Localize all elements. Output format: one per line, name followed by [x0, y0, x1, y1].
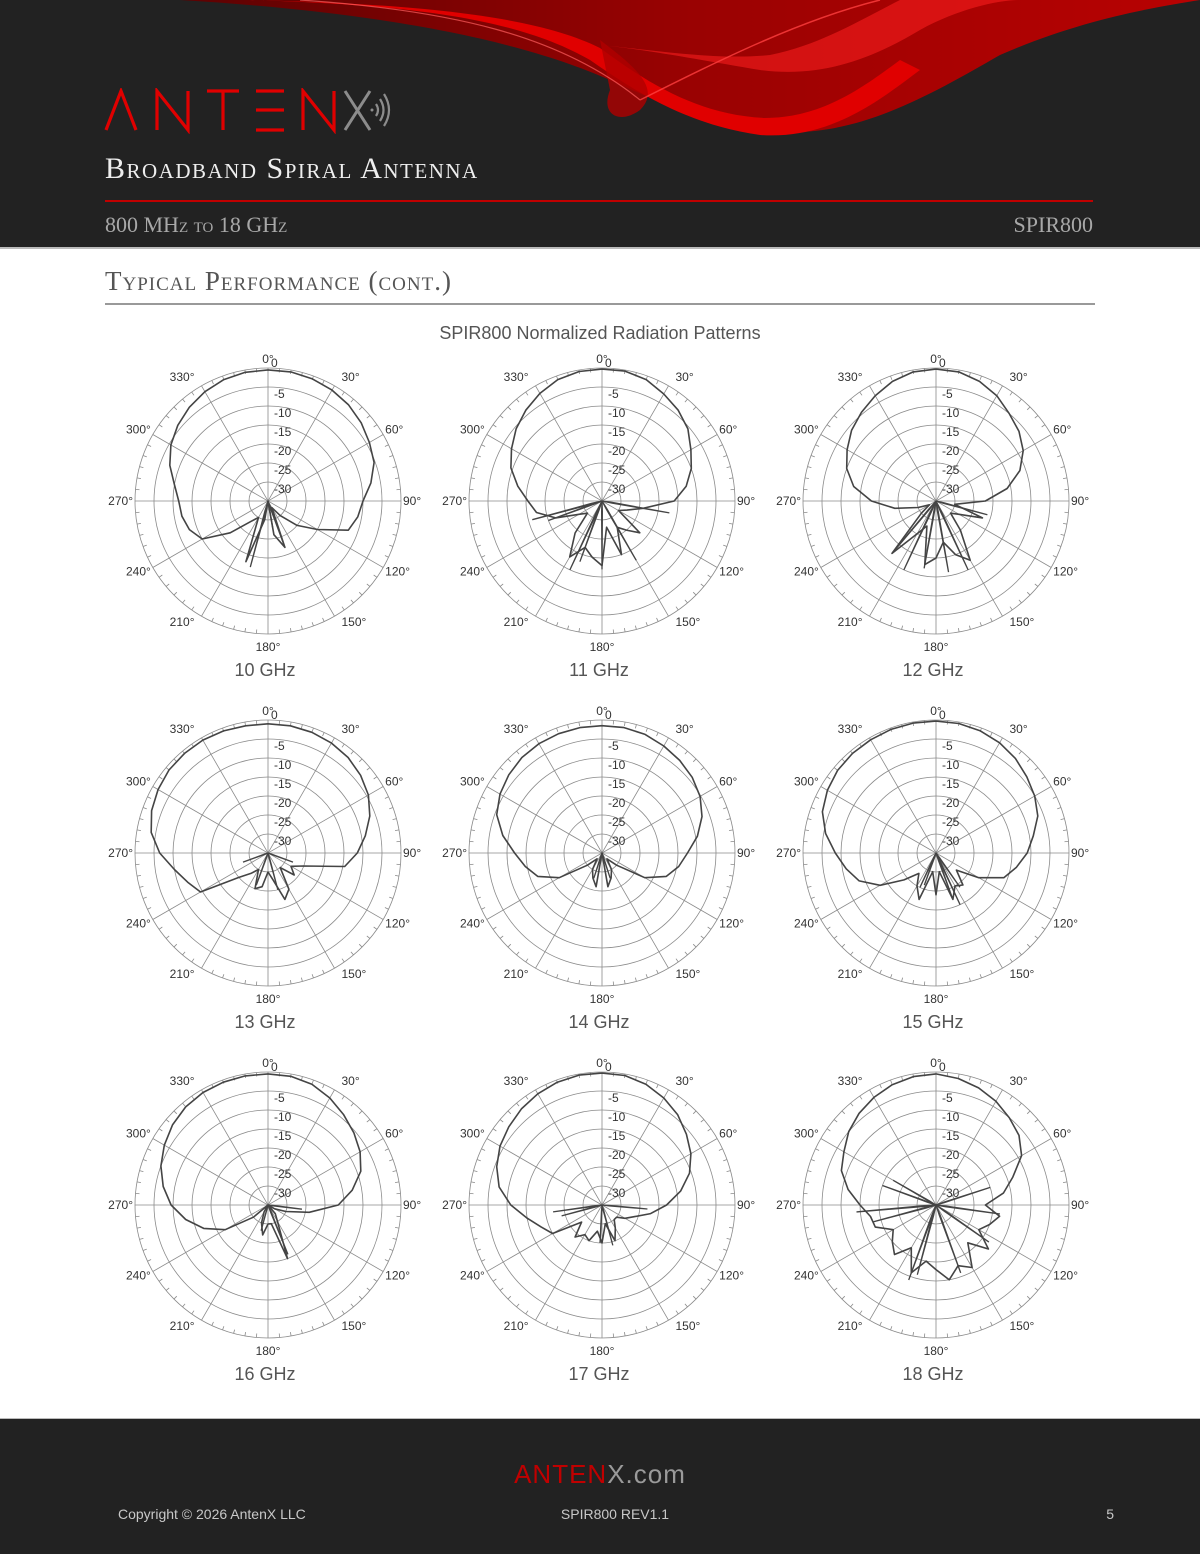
angle-label: 180°	[256, 992, 281, 1006]
db-label: -15	[274, 1129, 292, 1143]
angle-label: 60°	[1053, 423, 1071, 437]
db-label: -5	[608, 1091, 619, 1105]
angle-label: 30°	[342, 370, 360, 384]
angle-label: 0°	[262, 352, 274, 366]
angle-label: 270°	[108, 846, 133, 860]
angle-label: 210°	[504, 967, 529, 981]
page-footer	[0, 1418, 1200, 1554]
db-label: -5	[274, 1091, 285, 1105]
angle-label: 90°	[403, 1198, 421, 1212]
angle-label: 270°	[108, 1198, 133, 1212]
db-label: -25	[274, 463, 292, 477]
db-label: -30	[942, 834, 960, 848]
angle-label: 0°	[930, 352, 942, 366]
angle-label: 30°	[676, 1074, 694, 1088]
db-label: 0	[271, 356, 278, 370]
angle-label: 90°	[737, 846, 755, 860]
pattern-trace	[511, 369, 691, 565]
angle-label: 30°	[342, 722, 360, 736]
polar-plot-16-ghz	[108, 1056, 421, 1384]
frequency-label: 13 GHz	[234, 1012, 295, 1032]
angle-label: 120°	[385, 1269, 410, 1283]
footer-website[interactable]	[0, 1459, 1200, 1490]
angle-label: 150°	[342, 967, 367, 981]
angle-label: 330°	[838, 370, 863, 384]
db-label: -30	[942, 482, 960, 496]
angle-label: 90°	[1071, 846, 1089, 860]
angle-label: 30°	[1010, 1074, 1028, 1088]
angle-label: 180°	[590, 992, 615, 1006]
db-label: -10	[608, 1110, 626, 1124]
db-label: -25	[942, 815, 960, 829]
polar-plot-18-ghz	[776, 1056, 1089, 1384]
polar-plot-15-ghz	[776, 704, 1089, 1032]
angle-label: 150°	[676, 967, 701, 981]
db-label: -25	[608, 463, 626, 477]
db-label: -25	[942, 1167, 960, 1181]
db-label: -5	[274, 739, 285, 753]
angle-label: 90°	[737, 494, 755, 508]
angle-label: 300°	[460, 1127, 485, 1141]
angle-label: 60°	[719, 775, 737, 789]
frequency-label: 16 GHz	[234, 1364, 295, 1384]
polar-plot-17-ghz	[442, 1056, 755, 1384]
frequency-label: 10 GHz	[234, 660, 295, 680]
footer-brand-red: ANTEN	[514, 1459, 607, 1489]
page-number: 5	[1106, 1506, 1114, 1522]
frequency-range: 800 MHz to 18 GHz	[105, 212, 287, 238]
side-lobe-spike	[602, 1205, 647, 1209]
db-label: -10	[274, 406, 292, 420]
side-lobe-spike	[936, 1205, 961, 1273]
db-label: -15	[942, 425, 960, 439]
angle-label: 120°	[719, 917, 744, 931]
angle-label: 300°	[794, 1127, 819, 1141]
angle-label: 270°	[776, 1198, 801, 1212]
polar-plot-13-ghz	[108, 704, 421, 1032]
angle-label: 330°	[170, 1074, 195, 1088]
angle-label: 150°	[1010, 615, 1035, 629]
db-label: -5	[274, 387, 285, 401]
side-lobe-spike	[268, 1205, 288, 1254]
db-label: -20	[942, 1148, 960, 1162]
polar-plot-10-ghz	[108, 352, 421, 680]
db-label: -10	[274, 1110, 292, 1124]
db-label: -10	[274, 758, 292, 772]
angle-label: 0°	[930, 1056, 942, 1070]
angle-label: 210°	[838, 1319, 863, 1333]
angle-label: 180°	[590, 1344, 615, 1358]
angle-label: 180°	[924, 1344, 949, 1358]
db-label: 0	[939, 708, 946, 722]
angle-label: 330°	[504, 1074, 529, 1088]
angle-label: 240°	[460, 565, 485, 579]
db-label: -5	[942, 387, 953, 401]
angle-label: 240°	[794, 565, 819, 579]
angle-label: 210°	[838, 967, 863, 981]
angle-label: 120°	[1053, 1269, 1078, 1283]
angle-label: 180°	[590, 640, 615, 654]
db-label: -15	[608, 777, 626, 791]
angle-label: 120°	[385, 565, 410, 579]
angle-label: 300°	[794, 423, 819, 437]
angle-label: 120°	[719, 565, 744, 579]
side-lobe-spike	[882, 1186, 936, 1205]
pattern-trace	[847, 369, 1024, 564]
polar-plot-11-ghz	[442, 352, 755, 680]
angle-label: 60°	[385, 775, 403, 789]
angle-label: 300°	[126, 1127, 151, 1141]
angle-label: 60°	[1053, 1127, 1071, 1141]
frequency-label: 17 GHz	[568, 1364, 629, 1384]
db-label: -5	[608, 739, 619, 753]
db-label: -15	[274, 425, 292, 439]
document-title: Broadband Spiral Antenna	[105, 152, 479, 186]
angle-label: 0°	[596, 352, 608, 366]
db-label: -15	[942, 1129, 960, 1143]
angle-label: 120°	[1053, 565, 1078, 579]
side-lobe-spike	[268, 501, 285, 547]
db-label: -10	[942, 406, 960, 420]
angle-label: 330°	[170, 370, 195, 384]
db-label: -30	[274, 482, 292, 496]
db-label: -5	[942, 1091, 953, 1105]
db-label: -10	[608, 758, 626, 772]
db-label: -20	[274, 796, 292, 810]
db-label: -20	[274, 444, 292, 458]
db-label: -20	[942, 444, 960, 458]
angle-label: 120°	[719, 1269, 744, 1283]
angle-label: 0°	[262, 1056, 274, 1070]
angle-label: 30°	[676, 722, 694, 736]
angle-label: 300°	[460, 775, 485, 789]
angle-label: 90°	[737, 1198, 755, 1212]
db-label: -20	[608, 1148, 626, 1162]
angle-label: 240°	[126, 1269, 151, 1283]
db-label: -15	[942, 777, 960, 791]
db-label: -15	[274, 777, 292, 791]
angle-label: 330°	[838, 722, 863, 736]
section-title: Typical Performance (cont.)	[105, 266, 452, 297]
db-label: -20	[608, 796, 626, 810]
angle-label: 210°	[170, 615, 195, 629]
db-label: -30	[608, 834, 626, 848]
angle-label: 0°	[930, 704, 942, 718]
angle-label: 240°	[126, 917, 151, 931]
side-lobe-spike	[893, 1180, 936, 1205]
angle-label: 30°	[1010, 722, 1028, 736]
db-label: -10	[942, 1110, 960, 1124]
angle-label: 120°	[385, 917, 410, 931]
db-label: -10	[942, 758, 960, 772]
angle-label: 180°	[256, 640, 281, 654]
angle-label: 150°	[342, 1319, 367, 1333]
angle-label: 60°	[1053, 775, 1071, 789]
angle-label: 180°	[924, 640, 949, 654]
db-label: -30	[942, 1186, 960, 1200]
angle-label: 150°	[676, 615, 701, 629]
pattern-trace	[841, 1074, 1021, 1280]
angle-label: 180°	[256, 1344, 281, 1358]
db-label: -30	[608, 482, 626, 496]
copyright-text: Copyright © 2026 AntenX LLC	[118, 1506, 306, 1522]
db-label: 0	[271, 708, 278, 722]
angle-label: 90°	[403, 846, 421, 860]
angle-label: 150°	[342, 615, 367, 629]
angle-label: 270°	[108, 494, 133, 508]
db-label: -25	[942, 463, 960, 477]
angle-label: 210°	[170, 1319, 195, 1333]
angle-label: 300°	[126, 775, 151, 789]
db-label: -30	[274, 834, 292, 848]
db-label: 0	[605, 708, 612, 722]
db-label: -30	[274, 1186, 292, 1200]
frequency-label: 18 GHz	[902, 1364, 963, 1384]
angle-label: 30°	[1010, 370, 1028, 384]
angle-label: 240°	[126, 565, 151, 579]
angle-label: 210°	[504, 615, 529, 629]
db-label: 0	[605, 1060, 612, 1074]
db-label: 0	[605, 356, 612, 370]
angle-label: 270°	[776, 846, 801, 860]
side-lobe-spike	[268, 853, 278, 890]
db-label: -20	[942, 796, 960, 810]
angle-label: 0°	[596, 1056, 608, 1070]
angle-label: 90°	[1071, 1198, 1089, 1212]
db-label: -5	[942, 739, 953, 753]
frequency-label: 11 GHz	[569, 660, 629, 680]
angle-label: 270°	[442, 1198, 467, 1212]
angle-label: 210°	[170, 967, 195, 981]
db-label: 0	[939, 1060, 946, 1074]
db-label: -25	[608, 815, 626, 829]
db-label: -15	[608, 425, 626, 439]
side-lobe-spike	[268, 853, 293, 862]
model-number: SPIR800	[1014, 212, 1093, 238]
angle-label: 150°	[1010, 1319, 1035, 1333]
db-label: -25	[274, 815, 292, 829]
db-label: -20	[274, 1148, 292, 1162]
db-label: -25	[274, 1167, 292, 1181]
polar-plot-14-ghz	[442, 704, 755, 1032]
frequency-label: 15 GHz	[902, 1012, 963, 1032]
db-label: -20	[608, 444, 626, 458]
db-label: -5	[608, 387, 619, 401]
frequency-label: 14 GHz	[568, 1012, 629, 1032]
angle-label: 330°	[170, 722, 195, 736]
side-lobe-spike	[602, 501, 603, 569]
angle-label: 0°	[596, 704, 608, 718]
angle-label: 330°	[504, 722, 529, 736]
angle-label: 60°	[385, 1127, 403, 1141]
angle-label: 270°	[776, 494, 801, 508]
angle-label: 210°	[504, 1319, 529, 1333]
angle-label: 330°	[504, 370, 529, 384]
angle-label: 120°	[1053, 917, 1078, 931]
angle-label: 270°	[442, 494, 467, 508]
footer-brand-grey: X.com	[607, 1459, 686, 1489]
db-label: 0	[939, 356, 946, 370]
db-label: -10	[608, 406, 626, 420]
pattern-trace	[161, 1074, 361, 1259]
db-label: -30	[608, 1186, 626, 1200]
angle-label: 30°	[342, 1074, 360, 1088]
angle-label: 90°	[403, 494, 421, 508]
side-lobe-spike	[602, 1205, 613, 1245]
angle-label: 60°	[385, 423, 403, 437]
angle-label: 240°	[460, 917, 485, 931]
angle-label: 300°	[460, 423, 485, 437]
chart-title: SPIR800 Normalized Radiation Patterns	[0, 323, 1200, 344]
angle-label: 270°	[442, 846, 467, 860]
angle-label: 60°	[719, 1127, 737, 1141]
db-label: -25	[608, 1167, 626, 1181]
angle-label: 150°	[676, 1319, 701, 1333]
angle-label: 330°	[838, 1074, 863, 1088]
angle-label: 60°	[719, 423, 737, 437]
polar-plot-12-ghz	[776, 352, 1089, 680]
angle-label: 150°	[1010, 967, 1035, 981]
angle-label: 300°	[794, 775, 819, 789]
angle-label: 300°	[126, 423, 151, 437]
angle-label: 0°	[262, 704, 274, 718]
angle-label: 180°	[924, 992, 949, 1006]
frequency-label: 12 GHz	[902, 660, 963, 680]
angle-label: 240°	[794, 1269, 819, 1283]
document-revision: SPIR800 REV1.1	[0, 1506, 1200, 1522]
angle-label: 90°	[1071, 494, 1089, 508]
angle-label: 210°	[838, 615, 863, 629]
side-lobe-spike	[243, 853, 268, 862]
angle-label: 240°	[460, 1269, 485, 1283]
angle-label: 240°	[794, 917, 819, 931]
angle-label: 30°	[676, 370, 694, 384]
db-label: 0	[271, 1060, 278, 1074]
db-label: -15	[608, 1129, 626, 1143]
